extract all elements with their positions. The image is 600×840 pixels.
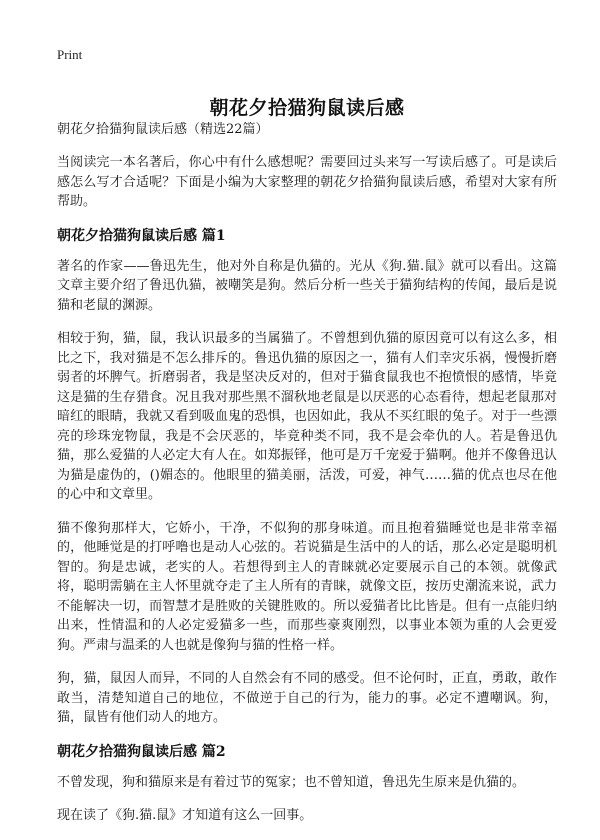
section-1-paragraph-1: 著名的作家——鲁迅先生，他对外自称是仇猫的。光从《狗.猫.鼠》就可以看出。这篇文章主要介绍了鲁迅仇猫，被嘲笑是狗。然后分析一些关于猫狗结构的传闻，最后是说猫和老鼠的渊源。 <box>57 258 557 313</box>
section-2-paragraph-2: 现在读了《狗.猫.鼠》才知道有这么一回事。 <box>57 808 313 823</box>
intro-paragraph: 当阅读完一本名著后，你心中有什么感想呢？需要回过头来写一写读后感了。可是读后感怎么写才合适呢？下面是小编为大家整理的朝花夕拾猫狗鼠读后感，希望对大家有所帮助。 <box>57 155 557 209</box>
section-heading-1: 朝花夕拾猫狗鼠读后感 篇1 <box>57 227 226 244</box>
section-heading-2: 朝花夕拾猫狗鼠读后感 篇2 <box>57 743 226 760</box>
document-content <box>57 120 557 840</box>
document-subtitle: 朝花夕拾猫狗鼠读后感（精选22篇） <box>57 122 269 137</box>
print-link[interactable]: Print <box>57 47 83 62</box>
section-2-paragraph-1: 不曾发现，狗和猫原来是有着过节的冤家；也不曾知道，鲁迅先生原来是仇猫的。 <box>57 774 526 790</box>
section-1-paragraph-2: 相较于狗，猫，鼠，我认识最多的当属猫了。不曾想到仇猫的原因竟可以有这么多，相比之下，我对猫是不怎么排斥的。鲁迅仇猫的原因之一，猫有人们幸灾乐祸，慢慢折磨弱者的坏脾气。折磨弱者，我是坚决反对的，但对于猫食鼠我也不抱愤恨的感情，毕竟这是猫的生存猎食。况且我对那些黑不溜秋地老鼠是以厌恶的心态看待，想起老鼠那对暗红的眼睛，我就又看到吸血鬼的恐惧，也因如此，我从不买红眼的兔子。对于一些漂亮的珍珠宠物鼠，我是不会厌恶的，毕竟种类不同，我不是会牵仇的人。若是鲁迅仇猫，那么爱猫的人必定大有人在。如郑振铎，他可是万千宠爱于猫啊。他并不像鲁迅认为猫是虚伪的，()媚态的。他眼里的猫美丽，活泼，可爱，神气……猫的优点也尽在他的心中和文章里。 <box>57 331 557 502</box>
page-title: 朝花夕拾猫狗鼠读后感 <box>209 96 405 119</box>
section-1-paragraph-3: 猫不像狗那样大，它娇小，干净，不似狗的那身味道。而且抱着猫睡觉也是非常幸福的，他睡觉是的打呼噜也是动人心弦的。若说猫是生活中的人的话，那么必定是聪明机智的。狗是忠诚，老实的人。若想得到主人的青睐就必定要展示自己的本领。就像武将，聪明需躺在主人怀里就夺走了主人所有的青睐，就像文臣，按历史潮流来说，武力不能解决一切，而智慧才是胜败的关键胜败的。所以爱猫者比比皆是。但有一点能归纳出来，性情温和的人必定爱猫多一些，而那些豪爽刚烈，以事业本领为重的人会更爱狗。严肃与温柔的人也就是像狗与猫的性格一样。 <box>57 520 557 653</box>
section-1-paragraph-4: 狗，猫，鼠因人而异，不同的人自然会有不同的感受。但不论何时，正直，勇敢，敢作敢当，清楚知道自己的地位，不做逆于自己的行为，能力的事。必定不遭嘲讽。狗，猫，鼠皆有他们动人的地方。 <box>57 671 557 725</box>
